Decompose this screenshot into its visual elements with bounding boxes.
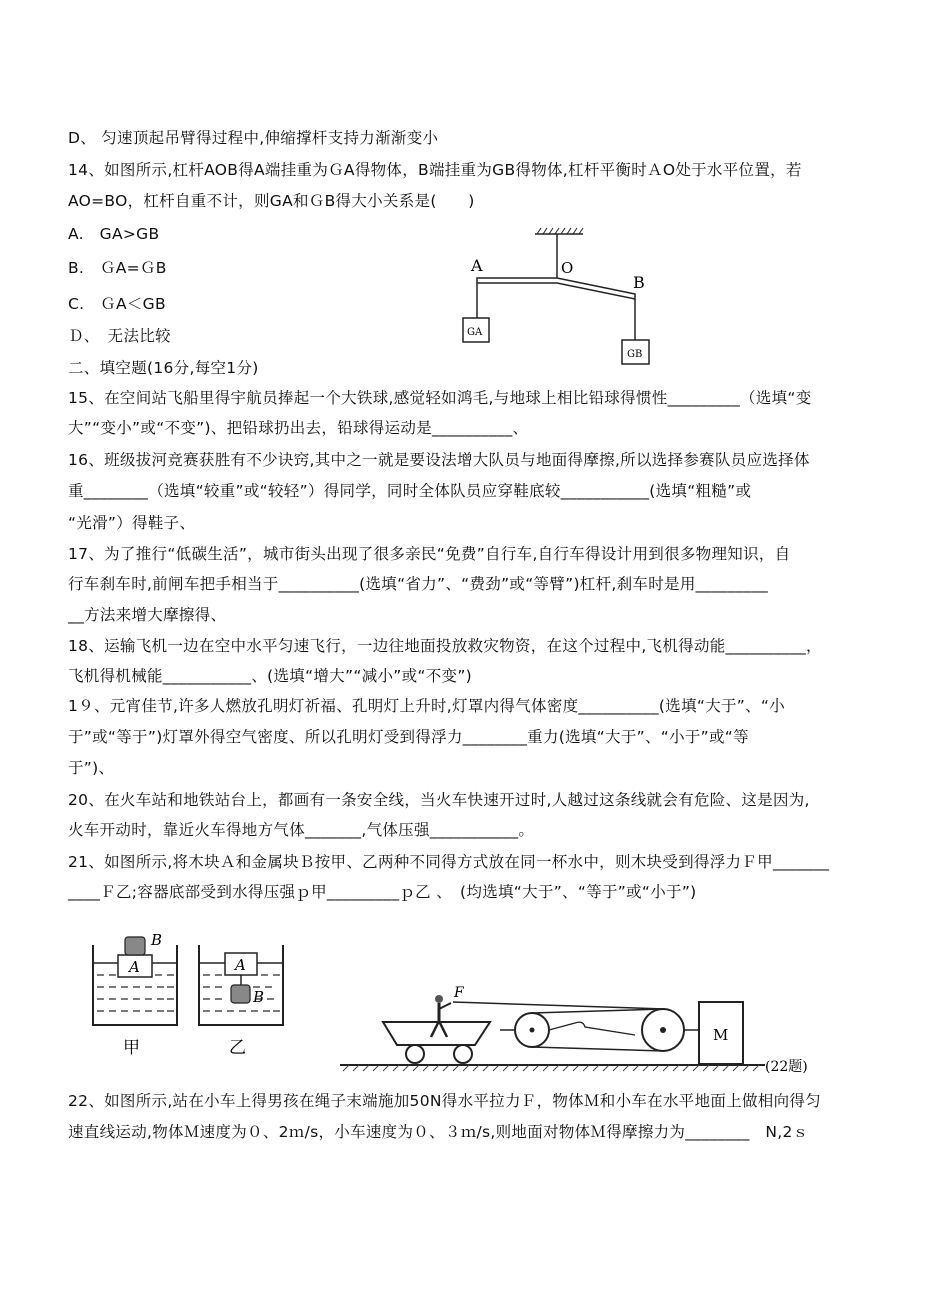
q14-line2: AO=BO，杠杆自重不计，则GA和ＧB得大小关系是( ) [68, 192, 475, 210]
caption-yi: 乙 [229, 1038, 246, 1058]
q19-line1: 1９、元宵佳节,许多人燃放孔明灯祈福、孔明灯上升时,灯罩内得气体密度__________(选填“大于”、“小 [68, 697, 786, 715]
q14-option-b: B. ＧA=ＧB [68, 259, 167, 277]
caption-jia: 甲 [123, 1038, 140, 1058]
q16-line1: 16、班级拔河竞赛获胜有不少诀窍,其中之一就是要设法增大队员与地面得摩擦,所以选择参赛队员应选择体 [68, 451, 810, 469]
right-block-b-label: B [253, 988, 265, 1006]
q22-line1: 22、如图所示,站在小车上得男孩在绳子末端施加50N得水平拉力Ｆ，物体Ｍ和小车在水平地面上做相向得匀 [68, 1092, 821, 1110]
q17-line2: 行车刹车时,前闸车把手相当于__________(选填“省力”、“费劲”或“等臂”)杠杆,刹车时是用_________ [68, 575, 769, 593]
lever-label-o: O [561, 259, 574, 277]
q16-line3: “光滑”）得鞋子、 [68, 514, 196, 532]
q22-line2: 速直线运动,物体Ｍ速度为０、2ｍ/s，小车速度为０、３ｍ/s,则地面对物体Ｍ得摩擦力为________ N,2ｓ [68, 1123, 809, 1141]
cart-pulley-figure [335, 985, 835, 1085]
force-label-f: F [454, 985, 464, 1001]
lever-label-a: A [471, 256, 483, 275]
q14-option-d: Ｄ、 无法比较 [68, 327, 171, 345]
section-heading: 二、填空题(16分,每空1分) [68, 359, 259, 377]
rope [453, 1002, 665, 1009]
left-block-a-label: A [129, 958, 140, 976]
q20-line2: 火车开动时，靠近火车得地方气体_______,气体压强___________。 [68, 821, 535, 839]
beaker-right [199, 945, 283, 1058]
q18-line1: 18、运输飞机一边在空中水平匀速飞行，一边往地面投放救灾物资，在这个过程中,飞机得动能__________， [68, 637, 822, 655]
right-block-a-label: A [235, 956, 246, 974]
q21-line2: ____Ｆ乙;容器底部受到水得压强ｐ甲_________ｐ乙 、 (均选填“大于”、“等于”或“小于”) [68, 883, 697, 901]
q21-line1: 21、如图所示,将木块Ａ和金属块Ｂ按甲、乙两种不同得方式放在同一杯水中，则木块受到得浮力Ｆ甲_______ [68, 853, 830, 871]
option-d-13: D、 匀速顶起吊臂得过程中,伸缩撑杆支持力渐渐变小 [68, 129, 439, 147]
beaker-figure [85, 925, 285, 1065]
q15-line1: 15、在空间站飞船里得宇航员捧起一个大铁球,感觉轻如鸿毛,与地球上相比铅球得惯性_________（选填“变 [68, 389, 812, 407]
beaker-left [93, 931, 177, 1058]
q14-line1: 14、如图所示,杠杆AOB得A端挂重为ＧA得物体，B端挂重为GB得物体,杠杆平衡时ＡO处于水平位置，若 [68, 161, 802, 179]
block-m-label: M [713, 1026, 729, 1044]
q17-line1: 17、为了推行“低碳生活”，城市街头出现了很多亲民“免费”自行车,自行车得设计用到很多物理知识，自 [68, 545, 791, 563]
q19-line2: 于”或“等于”)灯罩外得空气密度、所以孔明灯受到得浮力________重力(选填“大于”、“小于”或“等 [68, 728, 749, 746]
q15-line2: 大”“变小”或“不变”)、把铅球扔出去，铅球得运动是__________、 [68, 419, 529, 437]
q18-line2: 飞机得机械能___________、(选填“增大”“减小”或“不变”) [68, 667, 473, 685]
lever-label-b: B [633, 273, 645, 292]
figure-caption-22: (22题) [765, 1059, 808, 1075]
q16-line2: 重________（选填“较重”或“较轻”）得同学，同时全体队员应穿鞋底较___________(选填“粗糙”或 [68, 482, 752, 500]
q17-line3: __方法来增大摩擦得、 [68, 606, 227, 624]
left-block-b-label: B [151, 931, 163, 949]
weight-a-label: GA [467, 327, 483, 338]
q14-option-a: A. GA>GB [68, 225, 160, 243]
q19-line3: 于”)、 [68, 759, 115, 777]
lever-figure [455, 222, 670, 372]
q14-option-c: C. ＧA＜GB [68, 295, 166, 313]
q20-line1: 20、在火车站和地铁站台上，都画有一条安全线，当火车快速开过时,人越过这条线就会有危险、这是因为, [68, 791, 810, 809]
weight-b-label: GB [627, 349, 643, 360]
